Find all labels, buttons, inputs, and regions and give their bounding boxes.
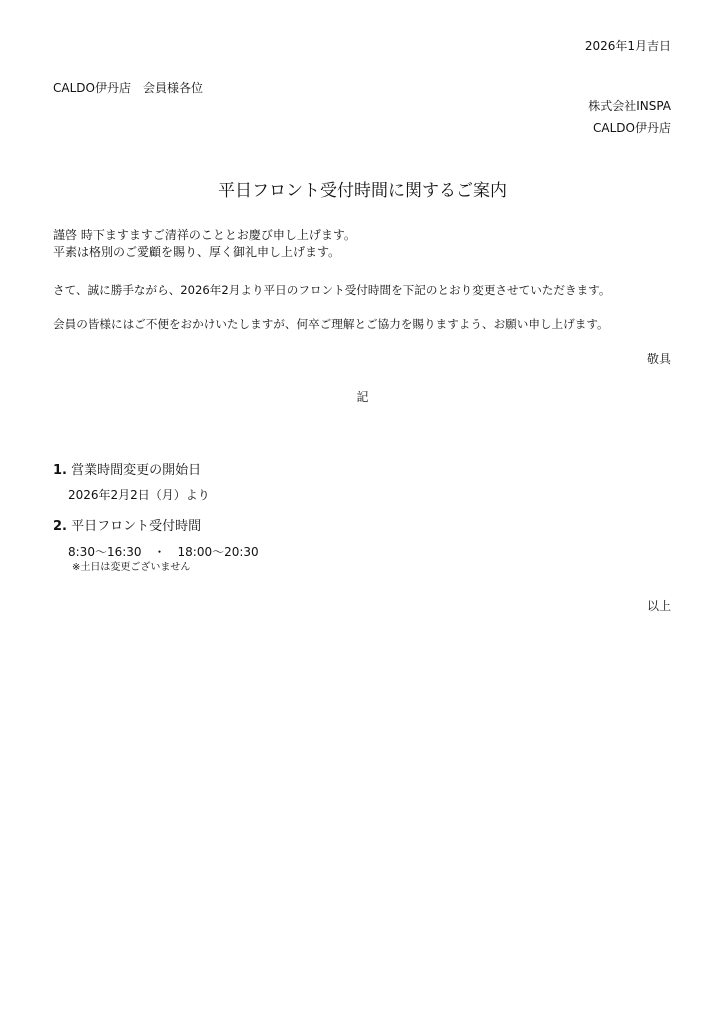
notice-paragraph: さて、誠に勝手ながら、2026年2月より平日のフロント受付時間を下記のとおり変更させていただきます。 bbox=[53, 283, 611, 297]
item-2-title: 平日フロント受付時間 bbox=[71, 519, 202, 534]
document-title: 平日フロント受付時間に関するご案内 bbox=[218, 181, 507, 201]
item-1-number: 1. bbox=[53, 463, 67, 478]
closing-keigu: 敬具 bbox=[646, 352, 671, 366]
greeting-line-2: 平素は格別のご愛顧を賜り、厚く御礼申し上げます。 bbox=[53, 245, 341, 259]
sender-store: CALDO伊丹店 bbox=[593, 121, 671, 135]
greeting-line-1: 謹啓 時下ますますご清祥のこととお慶び申し上げます。 bbox=[53, 228, 356, 242]
item-1-title: 営業時間変更の開始日 bbox=[71, 463, 202, 478]
item-2-heading bbox=[53, 519, 201, 535]
item-1-heading bbox=[53, 463, 201, 479]
ki-heading: 記 bbox=[356, 390, 369, 404]
item-2-note: ※土日は変更ございません bbox=[72, 562, 191, 573]
item-2-number: 2. bbox=[53, 519, 67, 534]
document-date: 2026年1月吉日 bbox=[584, 39, 671, 53]
item-2-detail: 8:30～16:30 ・ 18:00～20:30 bbox=[68, 545, 259, 559]
closing-ijou: 以上 bbox=[646, 599, 671, 613]
recipient-line: CALDO伊丹店 会員様各位 bbox=[53, 81, 203, 95]
sender-company: 株式会社INSPA bbox=[588, 99, 671, 113]
item-1-detail: 2026年2月2日（月）より bbox=[68, 488, 210, 502]
request-paragraph: 会員の皆様にはご不便をおかけいたしますが、何卒ご理解とご協力を賜りますよう、お願い申し上げます。 bbox=[53, 317, 609, 331]
